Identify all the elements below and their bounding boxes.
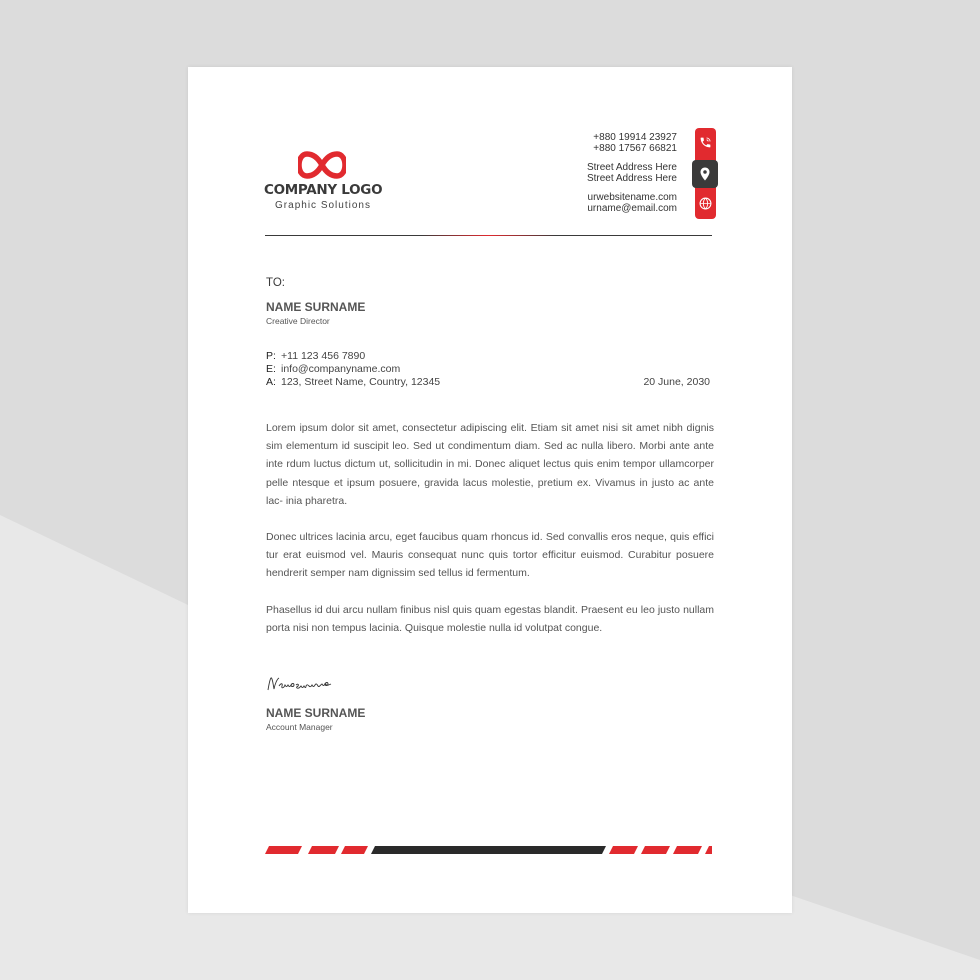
- infinity-logo-icon: [298, 151, 346, 179]
- recipient-address-line: [266, 376, 440, 388]
- letter-date: 20 June, 2030: [643, 376, 710, 388]
- recipient-phone: +11 123 456 7890: [281, 350, 366, 362]
- globe-icon: [699, 197, 712, 210]
- phone-icon: [699, 136, 712, 149]
- contact-phones: [477, 133, 677, 154]
- company-logo-text: COMPANY LOGO: [264, 182, 383, 198]
- contact-address: [477, 163, 677, 184]
- company-tagline: Graphic Solutions: [275, 200, 371, 211]
- contact-address-1: Street Address Here: [586, 162, 677, 173]
- recipient-email: info@companyname.com: [281, 363, 401, 375]
- header-divider: [265, 235, 712, 236]
- body-paragraph-2: Donec ultrices lacinia arcu, eget faucibus quam rhoncus id. Sed convallis eros neque, quis effici tur erat euismod vel. Mauris consequat nunc quis tortor efficitur euismod. Curabitur posuere hendrerit semper nam dignissim sed tellus id fermentum.: [266, 531, 714, 580]
- footer-stripe-bar: [265, 846, 712, 854]
- to-label: TO:: [266, 277, 285, 289]
- recipient-title: Creative Director: [266, 316, 330, 326]
- body-paragraph-3: Phasellus id dui arcu nullam finibus nisl quis quam egestas blandit. Praesent eu leo justo nullam porta nisi non tempus lacinia. Quisque molestie nulla id volutpat congue.: [266, 604, 714, 635]
- email-label: E:: [266, 363, 276, 375]
- sender-name: NAME SURNAME: [266, 706, 366, 720]
- body-paragraph-1: Lorem ipsum dolor sit amet, consectetur adipiscing elit. Etiam sit amet nisi sit amet nibh dignis sim elementum id suscipit leo. Sed ut condimentum diam. Sed ac nulla libero. Morbi ante ante inte rdum luctus dictum ut, sollicitudin in mi. Donec aliquet lectus quis enim tempor ullamcorper pelle ntesque et ipsum posuere, gravida lacus molestie, pretium ex. Vivamus in justo ac ante lac- inia pharetra.: [266, 422, 714, 507]
- contact-web: [477, 193, 677, 214]
- handwritten-signature: [266, 674, 346, 694]
- recipient-name: NAME SURNAME: [266, 300, 366, 314]
- sender-title: Account Manager: [266, 722, 333, 732]
- contact-address-2: Street Address Here: [586, 172, 677, 184]
- phone-label: P:: [266, 350, 276, 362]
- contact-website: urwebsitename.com: [587, 192, 677, 203]
- contact-phone-1: +880 19914 23927: [593, 132, 677, 143]
- recipient-address: 123, Street Name, Country, 12345: [281, 376, 441, 388]
- recipient-email-line: [266, 363, 400, 375]
- location-pin-icon: [699, 167, 711, 181]
- letterhead-page: [188, 67, 792, 913]
- address-label: A:: [266, 376, 276, 388]
- recipient-phone-line: [266, 350, 365, 362]
- contact-email: urname@email.com: [587, 202, 677, 214]
- contact-phone-2: +880 17567 66821: [593, 142, 677, 154]
